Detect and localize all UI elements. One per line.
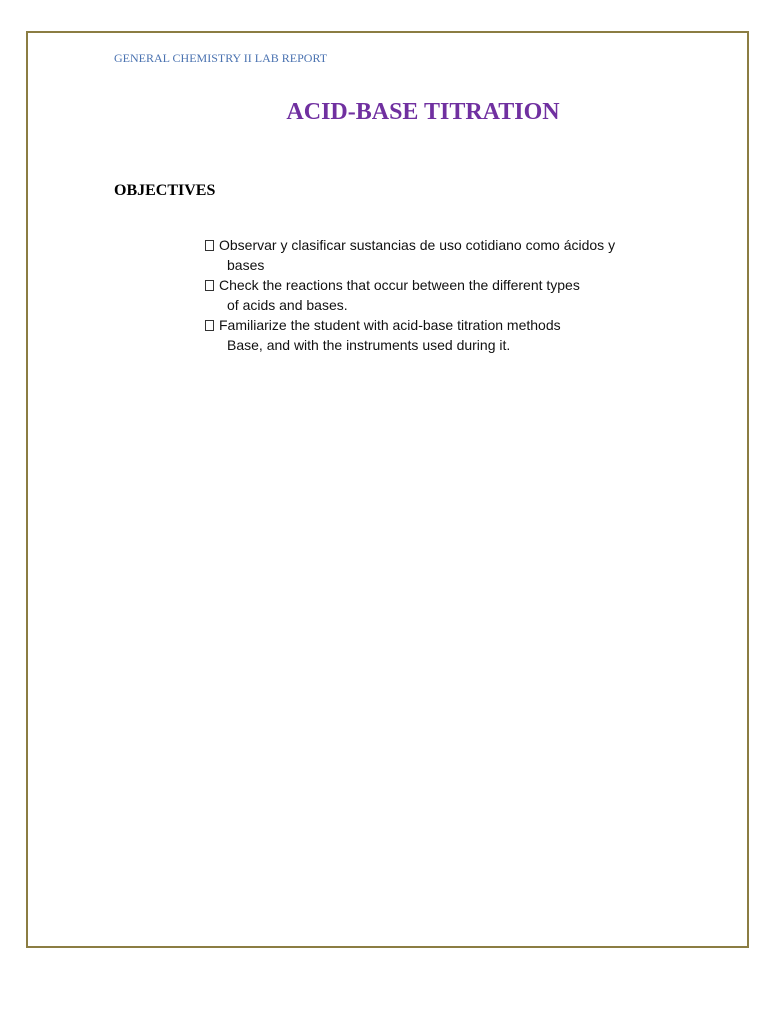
checkbox-bullet-icon [205,240,214,251]
checkbox-bullet-icon [205,280,214,291]
objectives-list [204,235,654,355]
document-title: ACID-BASE TITRATION [286,99,560,125]
objective-text-line2: of acids and bases. [227,297,348,313]
objective-text-line1: Check the reactions that occur between the different types [219,277,580,293]
page-border [26,31,749,948]
objective-item [204,235,654,275]
objective-text-line1: Familiarize the student with acid-base titration methods [219,317,561,333]
objective-text-line1: Observar y clasificar sustancias de uso cotidiano como ácidos y [219,237,616,253]
report-header: GENERAL CHEMISTRY II LAB REPORT [114,51,328,65]
objective-text-line2: Base, and with the instruments used during it. [227,337,511,353]
objective-text-line2: bases [227,257,265,273]
objective-item [204,315,654,355]
checkbox-bullet-icon [205,320,214,331]
objective-item [204,275,654,315]
objectives-heading: OBJECTIVES [114,182,216,199]
